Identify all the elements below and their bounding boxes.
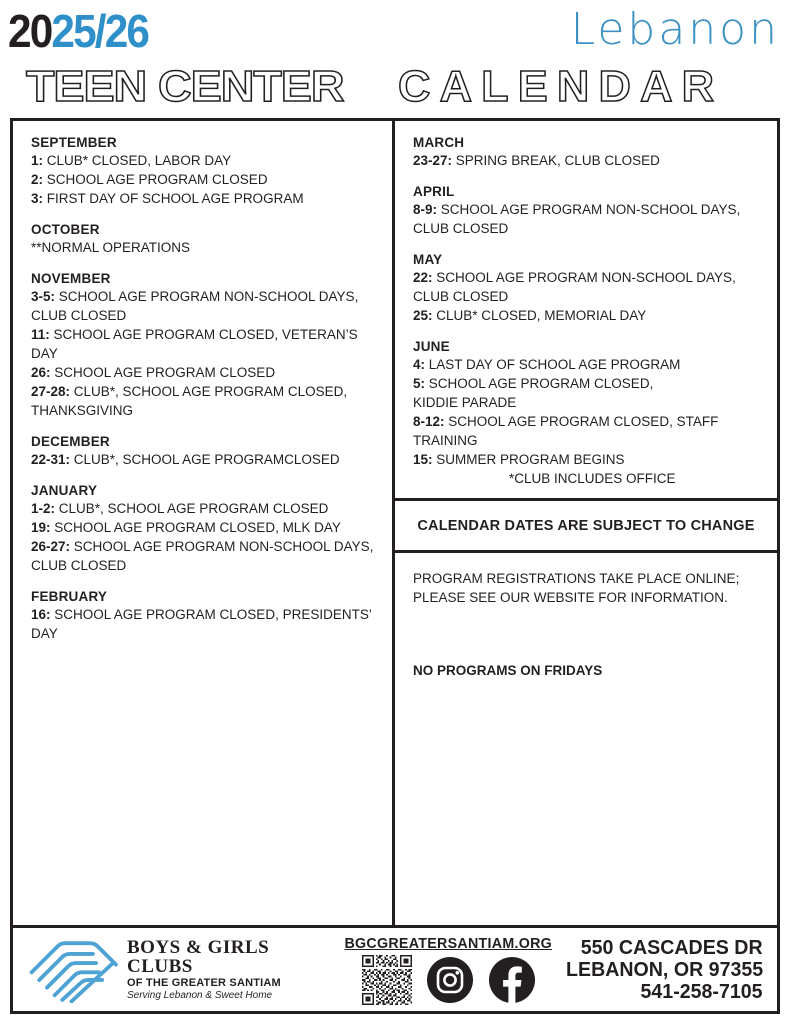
instagram-icon[interactable] <box>426 956 474 1004</box>
registration-line-1: PROGRAM REGISTRATIONS TAKE PLACE ONLINE; <box>413 571 740 586</box>
month-block <box>31 135 378 208</box>
calendar-entry <box>31 189 378 208</box>
month-name: OCTOBER <box>31 222 100 237</box>
entry-text: CLUB*, SCHOOL AGE PROGRAM CLOSED, THANKSGIVING <box>31 384 348 418</box>
entry-text: SCHOOL AGE PROGRAM CLOSED, PRESIDENTS’ DAY <box>31 607 372 641</box>
month-name: APRIL <box>413 184 455 199</box>
calendar-entry <box>413 393 763 412</box>
entry-text: CLUB*, SCHOOL AGE PROGRAM CLOSED <box>55 501 329 516</box>
entry-day: 26-27: <box>31 539 71 554</box>
month-block <box>31 434 378 469</box>
entry-text: SCHOOL AGE PROGRAM CLOSED, <box>425 376 654 391</box>
calendar-entry <box>31 499 378 518</box>
month-block <box>413 184 763 238</box>
calendar-frame <box>10 118 780 1014</box>
website-link[interactable]: BGCGREATERSANTIAM.ORG <box>344 934 553 952</box>
address-block <box>562 928 777 1011</box>
month-name: JANUARY <box>31 483 98 498</box>
calendar-column-right <box>395 121 777 1011</box>
month-block <box>413 252 763 325</box>
entry-day: 8-12: <box>413 414 445 429</box>
phone-number[interactable]: 541-258-7105 <box>640 980 763 1003</box>
entry-text: SCHOOL AGE PROGRAM CLOSED <box>50 365 276 380</box>
entry-text: FIRST DAY OF SCHOOL AGE PROGRAM <box>43 191 304 206</box>
entry-day: 3-5: <box>31 289 56 304</box>
subject-to-change-text: CALENDAR DATES ARE SUBJECT TO CHANGE <box>417 517 755 534</box>
entry-day: 22-31: <box>31 452 71 467</box>
entry-day: 11: <box>31 327 50 342</box>
calendar-entry <box>31 605 378 643</box>
entry-day: 25: <box>413 308 433 323</box>
calendar-entry <box>31 151 378 170</box>
entry-text: CLUB* CLOSED, LABOR DAY <box>43 153 232 168</box>
address-line-1: 550 CASCADES DR <box>581 936 763 959</box>
entry-day: 26: <box>31 365 51 380</box>
calendar-entry <box>31 518 378 537</box>
calendar-entry <box>413 355 763 374</box>
entry-text: SCHOOL AGE PROGRAM NON-SCHOOL DAYS, CLUB CLOSED <box>413 270 736 304</box>
organization-name: BOYS & GIRLS CLUBS <box>127 937 270 977</box>
entry-day: 23-27: <box>413 153 453 168</box>
entry-text: SCHOOL AGE PROGRAM NON-SCHOOL DAYS, CLUB CLOSED <box>31 539 374 573</box>
month-name: DECEMBER <box>31 434 110 449</box>
year-suffix: 25/26 <box>51 5 149 57</box>
calendar-entry <box>31 450 378 469</box>
social-block <box>335 928 561 1011</box>
month-block <box>31 271 378 420</box>
month-block <box>31 483 378 575</box>
calendar-entry <box>31 537 378 575</box>
calendar-entry <box>31 170 378 189</box>
qr-code-icon[interactable] <box>362 955 412 1005</box>
calendar-entry <box>413 151 763 170</box>
entry-text: CLUB*, SCHOOL AGE PROGRAMCLOSED <box>70 452 340 467</box>
title-row <box>0 64 790 112</box>
entry-text: CLUB* CLOSED, MEMORIAL DAY <box>432 308 647 323</box>
organization-region: OF THE GREATER SANTIAM <box>127 977 281 989</box>
entry-text: SCHOOL AGE PROGRAM CLOSED, VETERAN’S DAY <box>31 327 358 361</box>
organization-name-block <box>127 938 335 1001</box>
entry-day: 16: <box>31 607 51 622</box>
calendar-entry <box>31 238 378 257</box>
entry-text: SCHOOL AGE PROGRAM NON-SCHOOL DAYS, CLUB CLOSED <box>31 289 359 323</box>
entry-day: 3: <box>31 191 44 206</box>
calendar-entry <box>413 412 763 450</box>
entry-text: SUMMER PROGRAM BEGINS <box>432 452 625 467</box>
entry-text: SCHOOL AGE PROGRAM CLOSED <box>43 172 268 187</box>
entry-day: 1: <box>31 153 44 168</box>
month-name: NOVEMBER <box>31 271 111 286</box>
calendar-months-right <box>395 121 777 501</box>
entry-day: 8-9: <box>413 202 438 217</box>
entry-day: 27-28: <box>31 384 71 399</box>
entry-day: 19: <box>31 520 51 535</box>
calendar-entry <box>31 287 378 325</box>
school-year-heading <box>8 5 149 57</box>
calendar-entry <box>31 363 378 382</box>
calendar-entry <box>31 325 378 363</box>
month-block <box>31 589 378 643</box>
entry-day: 1-2: <box>31 501 56 516</box>
subject-to-change-banner <box>395 501 777 553</box>
entry-text: **NORMAL OPERATIONS <box>31 240 191 255</box>
calendar-entry <box>413 268 763 306</box>
month-name: FEBRUARY <box>31 589 108 604</box>
month-block <box>31 222 378 257</box>
page-header <box>0 0 790 116</box>
entry-text: LAST DAY OF SCHOOL AGE PROGRAM <box>425 357 681 372</box>
no-programs-fridays: NO PROGRAMS ON FRIDAYS <box>413 663 603 678</box>
calendar-entry <box>413 374 763 393</box>
calendar-entry <box>413 200 763 238</box>
entry-day: 22: <box>413 270 433 285</box>
social-icon-row <box>362 955 536 1005</box>
club-includes-office-note: *CLUB INCLUDES OFFICE <box>509 471 676 486</box>
entry-text: SCHOOL AGE PROGRAM CLOSED, MLK DAY <box>50 520 341 535</box>
organization-tagline: Serving Lebanon & Sweet Home <box>127 990 273 1001</box>
entry-day: 5: <box>413 376 426 391</box>
calendar-entry <box>413 450 763 469</box>
entry-day: 15: <box>413 452 433 467</box>
month-name: MARCH <box>413 135 465 150</box>
registration-line-2: PLEASE SEE OUR WEBSITE FOR INFORMATION. <box>413 590 728 605</box>
entry-day: 4: <box>413 357 426 372</box>
month-name: MAY <box>413 252 443 267</box>
month-block <box>413 339 763 488</box>
page-footer <box>10 925 780 1014</box>
entry-text: KIDDIE PARADE <box>413 395 517 410</box>
month-block <box>413 135 763 170</box>
page-title-teen-center: TEEN CENTER <box>26 62 344 111</box>
year-prefix: 20 <box>8 5 52 57</box>
page-title-calendar: CALENDAR <box>398 62 724 111</box>
entry-text: SCHOOL AGE PROGRAM CLOSED, STAFF TRAINING <box>413 414 719 448</box>
calendar-entry <box>31 382 378 420</box>
entry-text: SCHOOL AGE PROGRAM NON-SCHOOL DAYS, CLUB CLOSED <box>413 202 741 236</box>
entry-text: SPRING BREAK, CLUB CLOSED <box>452 153 660 168</box>
month-name: JUNE <box>413 339 450 354</box>
facebook-icon[interactable] <box>488 956 536 1004</box>
city-heading: Lebanon <box>570 4 780 55</box>
organization-logo-block <box>13 928 335 1011</box>
month-name: SEPTEMBER <box>31 135 117 150</box>
calendar-column-left <box>13 121 395 1011</box>
boys-girls-clubs-hands-icon <box>27 937 119 1003</box>
address-line-2: LEBANON, OR 97355 <box>565 958 763 981</box>
calendar-entry <box>413 306 763 325</box>
entry-day: 2: <box>31 172 44 187</box>
